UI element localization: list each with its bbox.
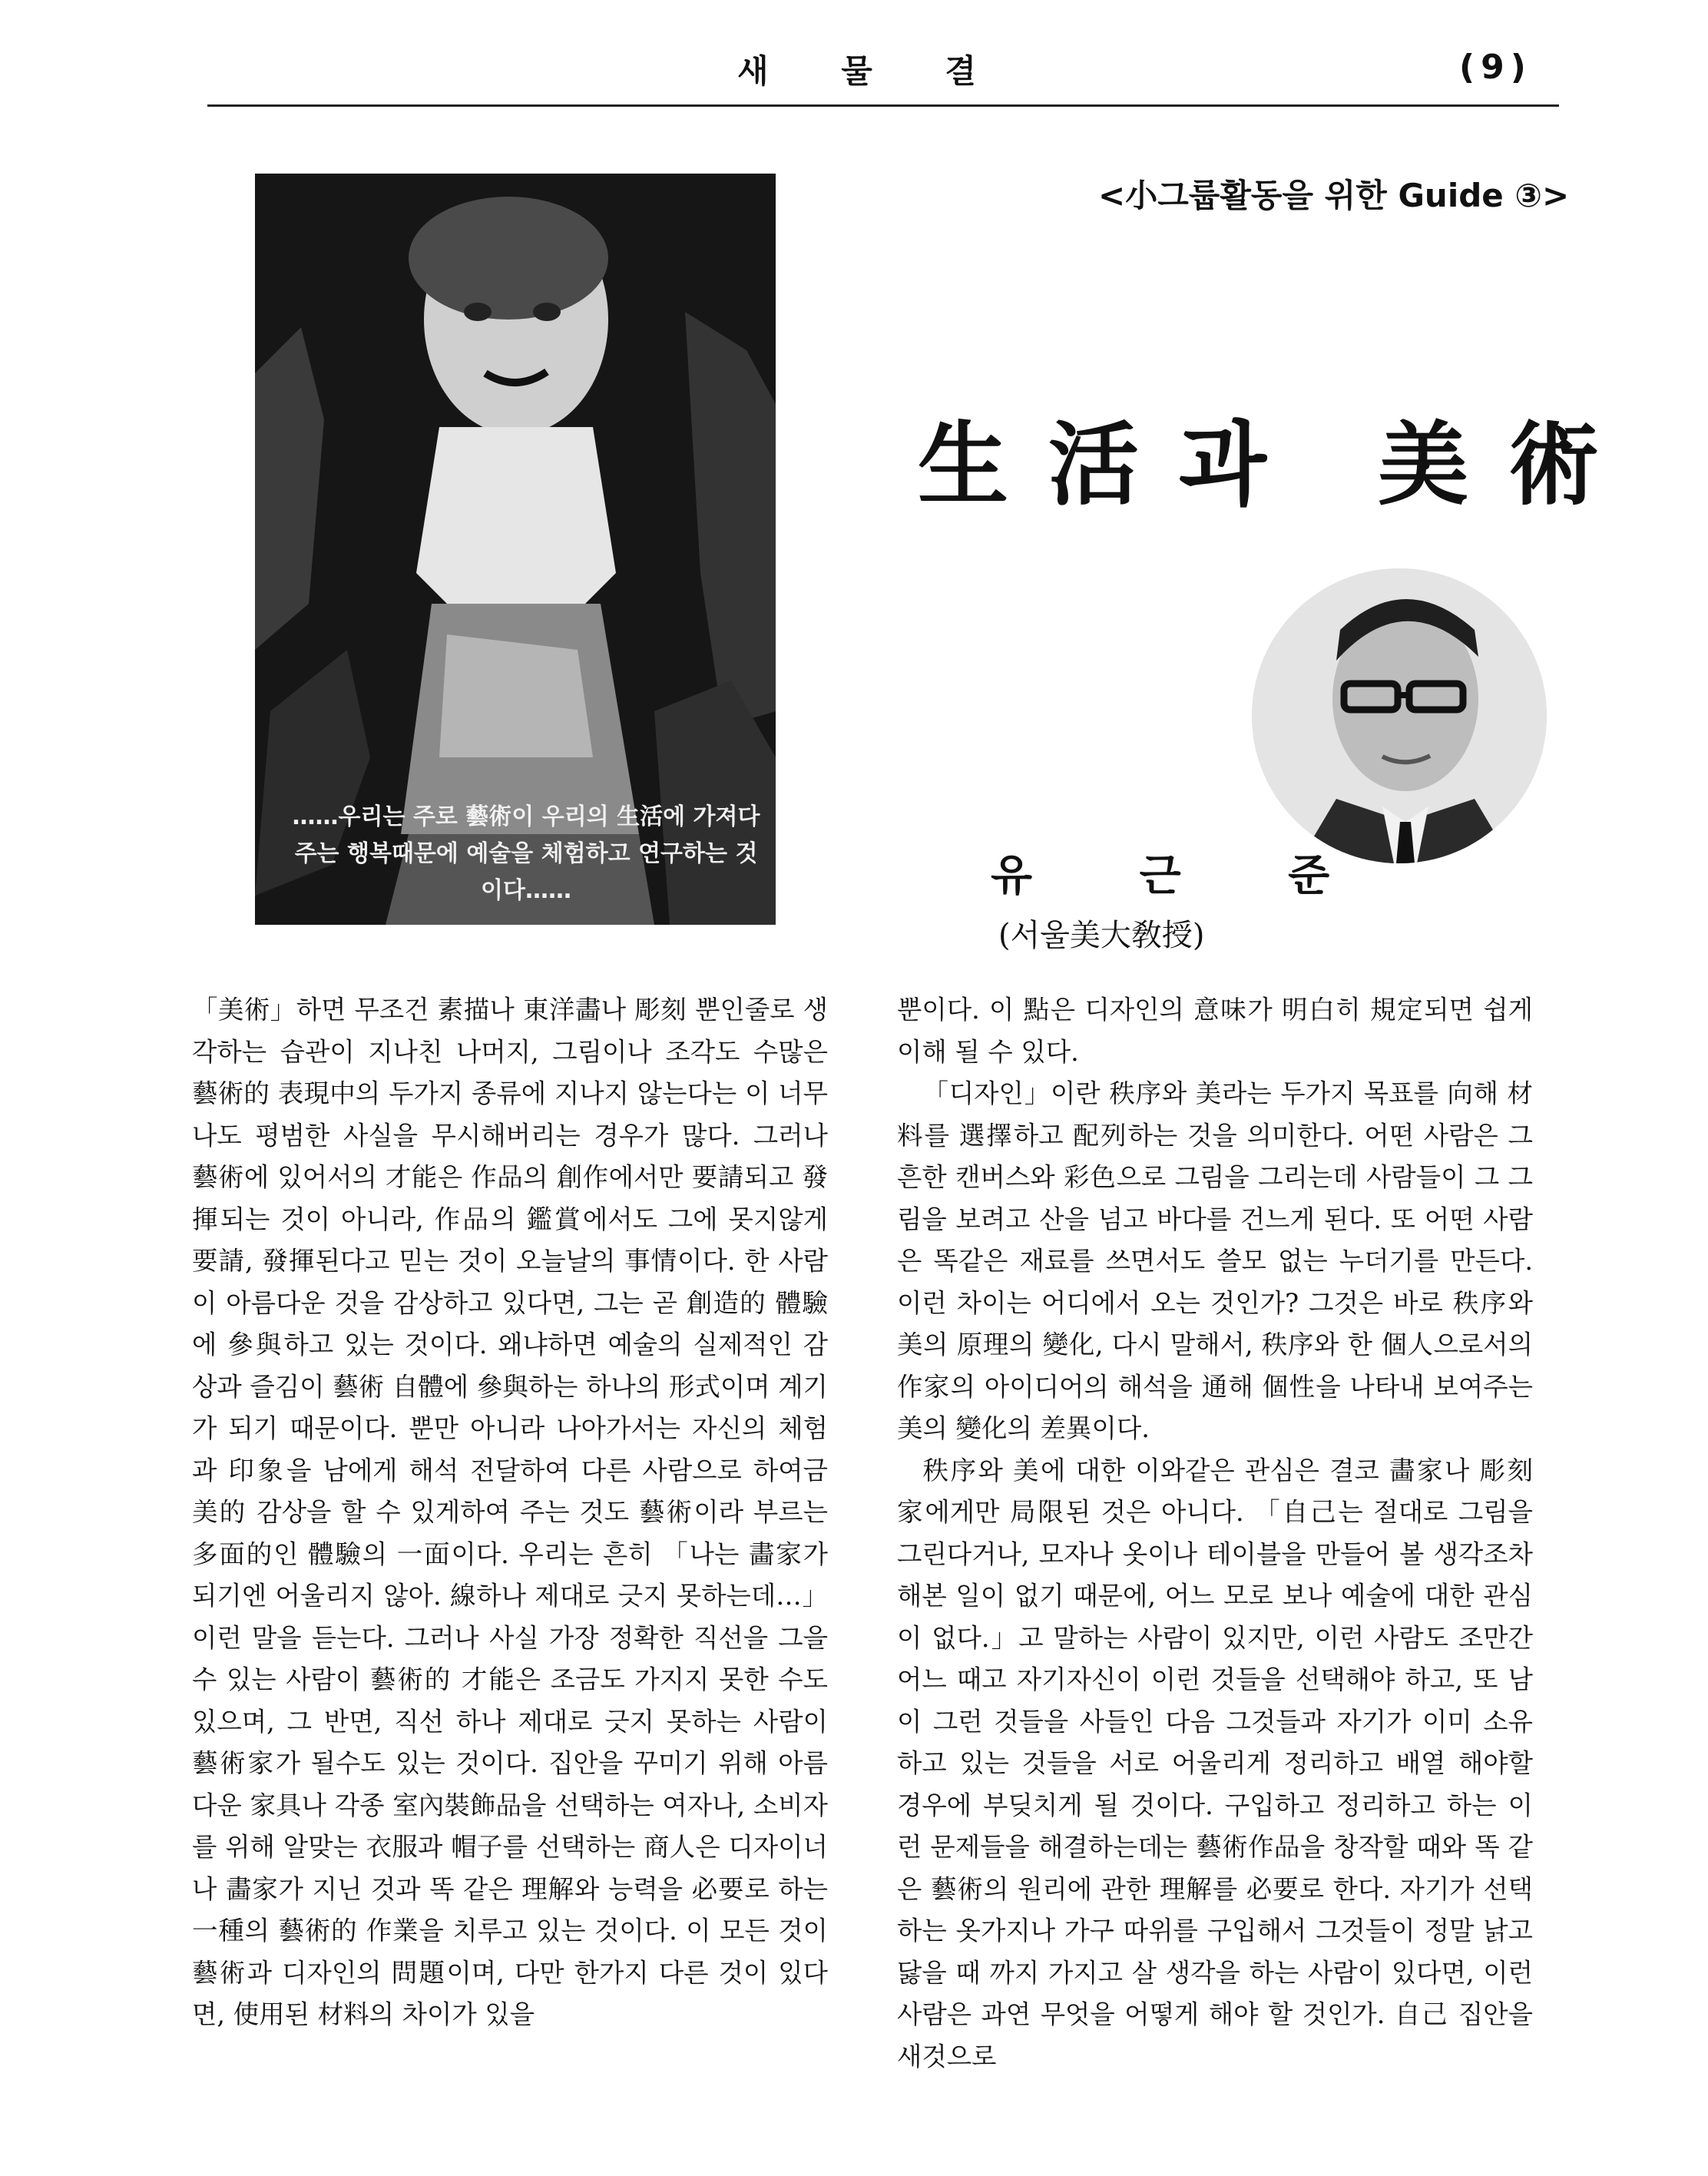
- author-name: 유 근 준: [991, 851, 1376, 901]
- body-paragraph: 「美術」하면 무조건 素描나 東洋畵나 彫刻 뿐인줄로 생각하는 습관이 지나친 나머지, 그림이나 조각도 수많은 藝術的 表現中의 두가지 종류에 지나지 않는다는 이 너무나도 평범한 사실을 무시해버리는 경우가 많다. 그러나 藝術에 있어서의 才能은 作品의 創作에서만 要請되고 發揮되는 것이 아니라, 作品의 鑑賞에서도 그에 못지않게 要請, 發揮된다고 믿는 것이 오늘날의 事情이다. 한 사람이 아름다운 것을 감상하고 있다면, 그는 곧 創造的 體驗에 參與하고 있는 것이다. 왜냐하면 예술의 실제적인 감상과 즐김이 藝術 自體에 參與하는 하나의 形式이며 계기가 되기 때문이다. 뿐만 아니라 나아가서는 자신의 체험과 印象을 남에게 해석 전달하여 다른 사람으로 하여금 美的 감상을 할 수 있게하여 주는 것도 藝術이라 부르는 多面的인 體驗의 一面이다. 우리는 흔히 「나는 畵家가 되기엔 어울리지 않아. 線하나 제대로 긋지 못하는데…」이런 말을 듣는다. 그러나 사실 가장 정확한 직선을 그을수 있는 사람이 藝術的 才能은 조금도 가지지 못한 수도 있으며, 그 반면, 직선 하나 제대로 긋지 못하는 사람이 藝術家가 될수도 있는 것이다. 집안을 꾸미기 위해 아름다운 家具나 각종 室內裝飾品을 선택하는 여자나, 소비자를 위해 알맞는 衣服과 帽子를 선택하는 商人은 디자이너나 畵家가 지닌 것과 똑 같은 理解와 능력을 必要로 하는 一種의 藝術的 作業을 치루고 있는 것이다. 이 모든 것이 藝術과 디자인의 問題이며, 다만 한가지 다른 것이 있다면, 使用된 材料의 차이가 있을: [192, 995, 828, 2029]
- body-paragraph: 秩序와 美에 대한 이와같은 관심은 결코 畵家나 彫刻家에게만 局限된 것은 아니다. 「自己는 절대로 그림을 그린다거나, 모자나 옷이나 테이블을 만들어 볼 생각조차 해본 일이 없기 때문에, 어느 모로 보나 예술에 대한 관심이 없다.」고 말하는 사람이 있지만, 이런 사람도 조만간 어느 때고 자기자신이 이런 것들을 선택해야 하고, 또 남이 그런 것들을 사들인 다음 그것들과 자기가 이미 소유하고 있는 것들을 서로 어울리게 정리하고 배열 해야할 경우에 부딪치게 될 것이다. 구입하고 정리하고 하는 이런 문제들을 해결하는데는 藝術作品을 창작할 때와 똑 같은 藝術의 원리에 관한 理解를 必要로 한다. 자기가 선택하는 옷가지나 가구 따위를 구입해서 그것들이 정말 낡고 닳을 때 까지 가지고 살 생각을 하는 사람이 있다면, 이런 사람은 과연 무엇을 어떻게 해야 할 것인가. 自己 집안을 새것으로: [897, 1455, 1533, 2072]
- body-column-left: [192, 989, 828, 2134]
- article-title: 生活과 美術: [918, 411, 1640, 518]
- body-paragraph: 「디자인」이란 秩序와 美라는 두가지 목표를 向해 材料를 選擇하고 配列하는 것을 의미한다. 어떤 사람은 그 흔한 캔버스와 彩色으로 그림을 그리는데 사람들이 그 그림을 보려고 산을 넘고 바다를 건느게 된다. 또 어떤 사람은 똑같은 재료를 쓰면서도 쓸모 없는 누더기를 만든다. 이런 차이는 어디에서 오는 것인가? 그것은 바로 秩序와 美의 原理의 變化, 다시 말해서, 秩序와 한 個人으로서의 作家의 아이디어의 해석을 通해 個性을 나타내 보여주는 美의 變化의 差異이다.: [897, 1078, 1533, 1443]
- header-rule: [207, 104, 1559, 107]
- series-guide-label: <小그룹활동을 위한 Guide ③>: [1098, 177, 1570, 214]
- running-header-title: 새 물 결: [737, 52, 1007, 90]
- author-affiliation: (서울美大敎授): [998, 918, 1205, 953]
- author-portrait-drawing: [1252, 568, 1547, 863]
- body-paragraph: 뿐이다. 이 點은 디자인의 意味가 明白히 規定되면 쉽게 이해 될 수 있다.: [897, 995, 1533, 1067]
- body-column-right: [897, 989, 1533, 2134]
- author-portrait: [1252, 568, 1547, 863]
- artwork-caption: ……우리는 주로 藝術이 우리의 生活에 가져다 주는 행복때문에 예술을 체험하고 연구하는 것이다……: [292, 803, 760, 904]
- page-number: (9): [1459, 48, 1532, 87]
